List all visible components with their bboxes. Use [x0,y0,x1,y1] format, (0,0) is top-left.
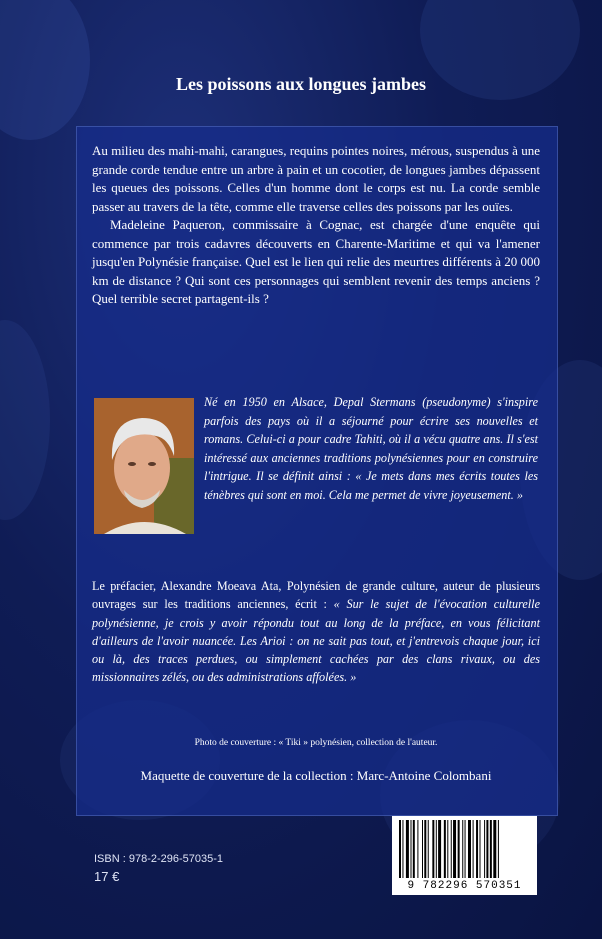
synopsis [92,142,540,309]
background-decoration [0,0,90,140]
author-photo [94,398,194,534]
synopsis-paragraph: Madeleine Paqueron, commissaire à Cognac, est chargée d'une enquête qui commence par trois cadavres découverts en Charente-Maritime et qui va l'amener jusqu'en Polynésie française. Quel est le lien qui relie des meurtres différents à 20 000 km de distance ? Qui sont ces personnages qui semblent revenir des temps anciens ? Quel terrible secret partagent-ils ? [92,217,540,306]
barcode-bars-icon [398,820,531,878]
background-decoration [0,320,50,520]
barcode-digits: 9 782296 570351 [407,880,522,892]
photo-credit: Photo de couverture : « Tiki » polynésien, collection de l'auteur. [194,738,438,748]
book-title: Les poissons aux longues jambes [175,74,427,94]
author-bio: Né en 1950 en Alsace, Depal Stermans (pseudonyme) s'inspire parfois des pays où il a séjourné pour écrire ses nouvelles et romans. Celui-ci a pour cadre Tahiti, où il a vécu quatre ans. Il s'est intéressé aux anciennes traditions polynésiennes pour en construire l'intrigue. Il se définit ainsi : « Je mets dans mes écrits toutes les ténèbres qui sont en moi. Cela me permet de vivre joyeusement. » [204,395,538,502]
isbn: ISBN : 978-2-296-57035-1 [94,853,224,865]
preface-quote: « Sur le sujet de l'évocation culturelle polynésienne, je crois y avoir répondu tout au long de la préface, en vous félicitant d'ailleurs de l'avoir nuancée. Les Arioi : on ne sait pas tout, et j'entrevois chaque jour, ici ou là, des traces perdues, ou simplement cachées par des clans rivaux, ou des missionnaires zélés, ou des administrations affolées. » [92,597,540,685]
price: 17 € [94,869,120,884]
preface-text [92,577,540,687]
cover-design-credit: Maquette de couverture de la collection : Marc-Antoine Colombani [140,768,492,783]
barcode [392,816,537,895]
preface-intro: Le préfacier, Alexandre Moeava Ata, Polynésien de grande culture, auteur de plusieurs ouvrages sur les traditions anciennes, écrit : [92,579,540,612]
synopsis-paragraph: Au milieu des mahi-mahi, carangues, requins pointes noires, mérous, suspendus à une grande corde tendue entre un arbre à pain et un cocotier, de longues jambes dépassent les queues des poissons. Celles d'un homme dont le corps est nu. La corde semble passer au travers de la tête, comme elle traverse celles des poissons par les ouïes. [92,143,540,214]
